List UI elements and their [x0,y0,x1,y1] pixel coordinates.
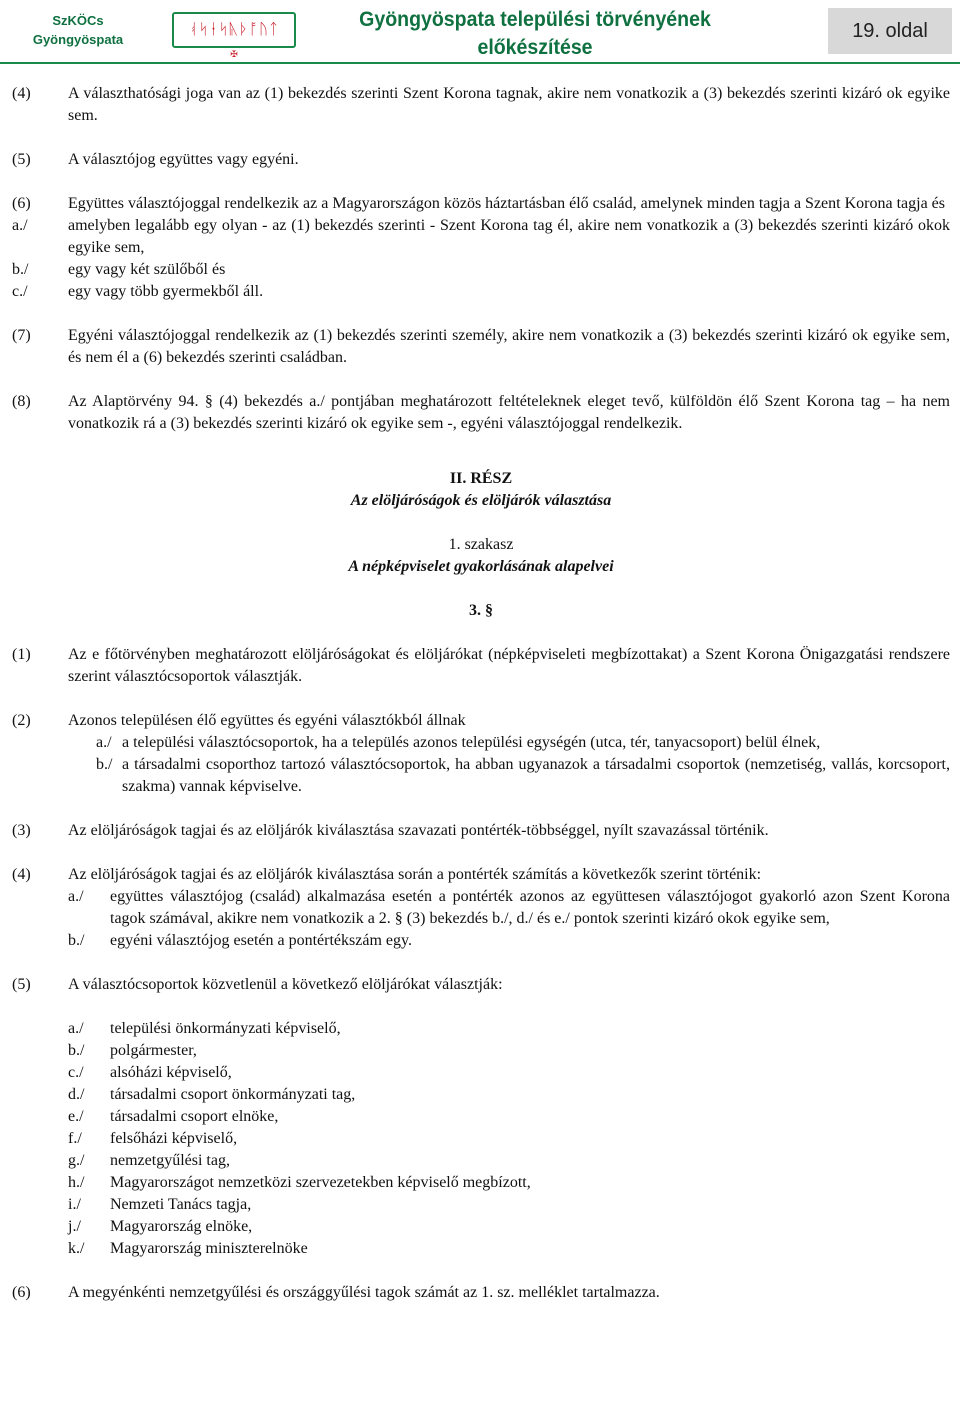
list-item-text: társadalmi csoport önkormányzati tag, [110,1086,356,1103]
list-item-text: a társadalmi csoporthoz tartozó választócsoportok, ha abban ugyanazok a társadalmi csoportok (nemzetiség, vallás, korcsoport, szakma) vannak képviselve. [122,756,950,795]
list-item-label: b./ [68,932,85,949]
logo-runes: ᚮᛋᛂᛋᚣᚦᚩᚢᛏ [188,20,279,38]
list-item [68,1238,950,1260]
part-subtitle: Az elöljáróságok és elöljárók választása [350,492,612,509]
paragraph-text: Az Alaptörvény 94. § (4) bekezdés a./ pontjában meghatározott feltételeknek eleget tevő, külföldön élő Szent Korona tag – ha nem vonatkozik rá a (3) bekezdés szerinti kizáró ok egyike sem -, egyéni választójoggal rendelkezik. [68,393,950,432]
list-item [68,1040,950,1062]
list-item-text: egyéni választójog esetén a pontértékszám egy. [110,932,412,949]
elected-officials-list [12,1018,950,1260]
paragraph-text: A választócsoportok közvetlenül a következő elöljárókat választják: [68,976,503,993]
paragraph-b1 [12,644,950,688]
paragraph-number: (3) [12,822,31,839]
list-item-label: j./ [68,1218,81,1235]
list-item-text: nemzetgyűlési tag, [110,1152,230,1169]
document-body [12,83,950,1304]
list-item-text: Magyarország miniszterelnöke [110,1240,308,1257]
list-item [12,259,950,281]
title-line-2: előkészítése [477,36,593,59]
paragraph-a5 [12,149,950,171]
list-item-label: b./ [12,261,29,278]
list-item-text: Magyarországot nemzetközi szervezetekben képviselő megbízott, [110,1174,531,1191]
list-item-label: c./ [12,283,28,300]
paragraph-number: (5) [12,151,31,168]
paragraph-a4 [12,83,950,127]
paragraph-mark: 3. § [469,602,493,619]
paragraph-number: (2) [12,712,31,729]
list-item-label: a./ [68,888,84,905]
page-number: 19. oldal [828,8,952,54]
list-item [68,1062,950,1084]
list-item-text: Nemzeti Tanács tagja, [110,1196,252,1213]
list-item-label: a./ [68,1020,84,1037]
list-item-label: f./ [68,1130,82,1147]
list-item-label: b./ [68,1042,85,1059]
paragraph-number: (5) [12,976,31,993]
logo-mark-icon: ✠ [230,50,238,60]
list-item-text: települési önkormányzati képviselő, [110,1020,341,1037]
list-item-label: a./ [12,217,28,234]
list-item-label: g./ [68,1152,85,1169]
list-item-text: alsóházi képviselő, [110,1064,232,1081]
list-item-label: k./ [68,1240,85,1257]
list-item-text: együttes választójog (család) alkalmazása esetén a pontérték azonos az együttesen választójogot gyakorló azon Szent Korona tagok számával, akikre nem vonatkozik a 2. § (3) bekezdés b./, d./ és e./ pontok szerinti kizáró okok egyike sem, [110,888,950,927]
list-item [96,754,950,798]
list-item [68,1084,950,1106]
list-item [68,1018,950,1040]
paragraph-text: Az elöljáróságok tagjai és az elöljárók kiválasztása során a pontérték számítás a következők szerint történik: [68,866,762,883]
paragraph-text: A választhatósági joga van az (1) bekezdés szerinti Szent Korona tagnak, akire nem vonatkozik a (3) bekezdés szerinti kizáró ok egyike sem. [68,85,950,124]
section-heading: 1. szakasz [448,536,514,553]
list-item-label: e./ [68,1108,84,1125]
paragraph-number: (8) [12,393,31,410]
list-item-label: h./ [68,1174,85,1191]
paragraph-b3 [12,820,950,842]
paragraph-a6 [12,193,950,215]
paragraph-text: A választójog együttes vagy egyéni. [68,151,299,168]
paragraph-number: (6) [12,195,31,212]
list-item-text: a települési választócsoportok, ha a település azonos települési egységén (utca, tér, tanyacsoport) belül élnek, [122,734,821,751]
list-item-text: amelyben legalább egy olyan - az (1) bekezdés szerinti - Szent Korona tag él, akire nem vonatkozik a (3) bekezdés szerinti kizáró okok egyike sem, [68,217,950,256]
list-item-label: a./ [96,734,112,751]
paragraph-number: (4) [12,85,31,102]
paragraph-number: (1) [12,646,31,663]
title-line-1: Gyöngyöspata települési törvényének [359,8,711,31]
rovas-logo [172,12,296,60]
list-item-label: i./ [68,1196,81,1213]
document-title [335,6,735,62]
section-title: A népképviselet gyakorlásának alapelvei [348,558,614,575]
list-item [12,281,950,303]
list-item-text: Magyarország elnöke, [110,1218,253,1235]
paragraph-text: Egyéni választójoggal rendelkezik az (1) bekezdés szerinti személy, akire nem vonatkozik a (3) bekezdés szerinti kizáró ok egyike sem, és nem él a (6) bekezdés szerinti családban. [68,327,950,366]
paragraph-text: Az elöljáróságok tagjai és az elöljárók kiválasztása szavazati pontérték-többséggel, nyílt szavazással történik. [68,822,769,839]
header-divider [0,62,960,64]
paragraph-b6 [12,1282,950,1304]
paragraph-a7 [12,325,950,369]
list-item-text: egy vagy két szülőből és [68,261,226,278]
paragraph-number: (7) [12,327,31,344]
list-item [12,215,950,259]
list-item [68,1172,950,1194]
list-item [68,1106,950,1128]
paragraph-a8 [12,391,950,435]
page-header [0,0,960,62]
list-item-label: c./ [68,1064,84,1081]
list-item-label: d./ [68,1086,85,1103]
list-item [68,1150,950,1172]
paragraph-text: Azonos településen élő együttes és egyéni választókból állnak [68,712,466,729]
paragraph-text: A megyénkénti nemzetgyűlési és országgyűlési tagok számát az 1. sz. melléklet tartalmazza. [68,1284,660,1301]
org-line-2: Gyöngyöspata [32,32,124,47]
list-item-text: felsőházi képviselő, [110,1130,238,1147]
list-item [68,1128,950,1150]
list-item [96,732,950,754]
list-item-text: társadalmi csoport elnöke, [110,1108,279,1125]
list-item [68,886,950,930]
paragraph-b4 [12,864,950,886]
paragraph-text: Az e főtörvényben meghatározott elöljáróságokat és elöljárókat (népképviseleti megbízottakat) a Szent Korona Önigazgatási rendszere szerint választócsoportok választják. [68,646,950,685]
part-title: II. RÉSZ [449,470,513,487]
paragraph-text: Együttes választójoggal rendelkezik az a Magyarországon közös háztartásban élő család, amelynek minden tagja a Szent Korona tagja és [68,195,945,212]
org-line-1: SzKÖCs [52,13,104,28]
paragraph-number: (4) [12,866,31,883]
organization-name [8,11,148,49]
list-item-text: polgármester, [110,1042,197,1059]
list-item [68,1194,950,1216]
list-item [68,930,950,952]
paragraph-b2 [12,710,950,732]
paragraph-number: (6) [12,1284,31,1301]
list-item-label: b./ [96,756,113,773]
paragraph-b5 [12,974,950,996]
list-item-text: egy vagy több gyermekből áll. [68,283,264,300]
list-item [68,1216,950,1238]
